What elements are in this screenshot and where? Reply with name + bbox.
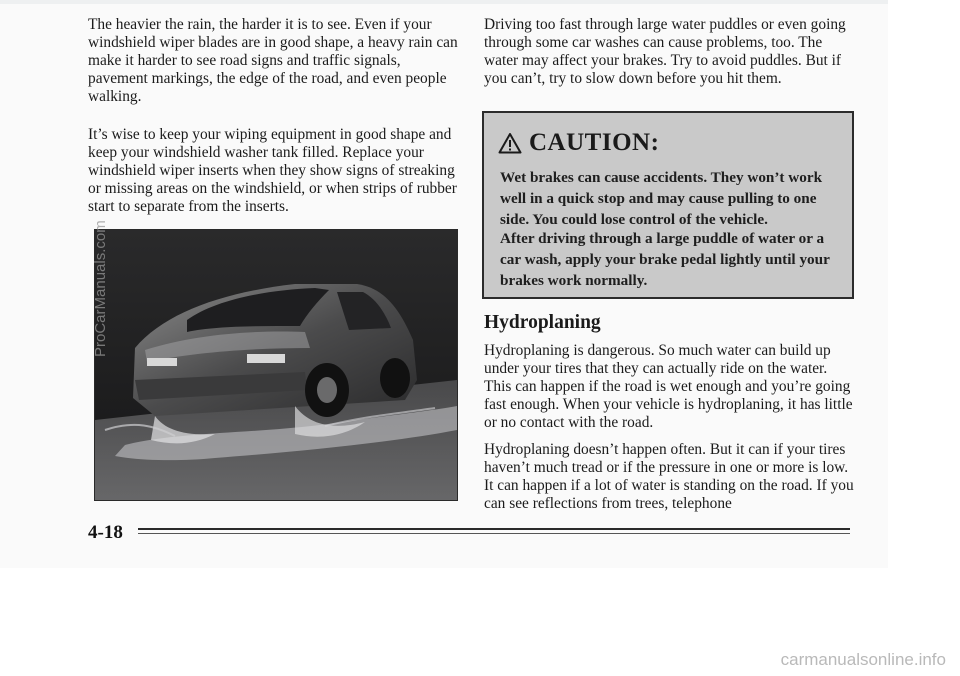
puddle-paragraph: Driving too fast through large water puddles or even going through some car washes can cause problems, too. The water may affect your brakes. Try to avoid puddles. But if you can’t, try to slow down before you hit them. [484,16,846,87]
page-number: 4-18 [88,522,123,543]
caution-title-text: CAUTION: [529,129,660,156]
hydroplaning-heading: Hydroplaning [484,312,601,333]
warning-triangle-icon [498,132,522,154]
hydroplaning-danger-paragraph: Hydroplaning is dangerous. So much water can build up under your tires that they can actually ride on the water. This can happen if the road is wet enough and you’re going fast enough. When your vehicle is hydroplaning, it has little or no contact with the road. [484,342,853,431]
rain-visibility-paragraph: The heavier the rain, the harder it is to see. Even if your windshield wiper blades are in good shape, a heavy rain can make it harder to see road signs and traffic signals, pavement markings, the edge of the road, and even people walking. [88,16,458,105]
minivan-puddle-photo [94,229,458,501]
wiper-maintenance-paragraph: It’s wise to keep your wiping equipment in good shape and keep your windshield washer tank filled. Replace your windshield wiper inserts when they show signs of streaking or missing areas on the windshield, or when strips of rubber start to separate from the inserts. [88,126,457,215]
top-edge [0,0,888,4]
caution-text-wet-brakes: Wet brakes can cause accidents. They won’t work well in a quick stop and may cause pulling to one side. You could lose control of the vehicle. [500,169,823,228]
footer-rule [138,528,850,530]
caution-box [482,111,854,299]
hydroplaning-causes-paragraph: Hydroplaning doesn’t happen often. But it can if your tires haven’t much tread or if the pressure in one or more is low. It can happen if a lot of water is standing on the road. If you can see reflections from trees, telephone [484,441,854,512]
caution-title [498,129,659,157]
bottom-watermark: carmanualsonline.info [780,650,946,669]
caution-text-brake-pedal: After driving through a large puddle of water or a car wash, apply your brake pedal lightly until your brakes work normally. [500,230,830,289]
footer-rule-thin [138,533,850,534]
side-watermark: ProCarManuals.com [92,220,109,357]
